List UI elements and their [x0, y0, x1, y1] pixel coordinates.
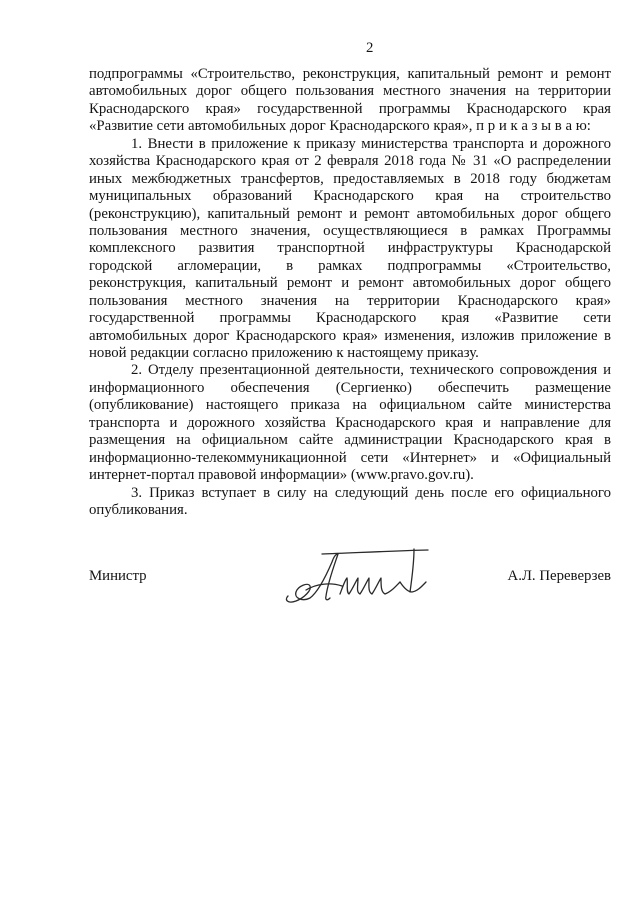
text-line: 2. Отделу презентационной деятельности, технического сопровождения и	[131, 362, 611, 379]
text-line: 3. Приказ вступает в силу на следующий день после его официального	[131, 484, 611, 501]
text-line: (опубликование) настоящего приказа на официальном сайте министерства	[89, 397, 611, 414]
paragraph-item-3	[89, 485, 611, 520]
signatory-name: А.Л. Переверзев	[507, 568, 611, 584]
handwritten-signature	[282, 546, 432, 606]
text-line: автомобильных дорог Краснодарского края» изменения, изложив приложение в	[89, 327, 611, 344]
text-line: размещения на официальном сайте администрации Краснодарского края в	[89, 432, 611, 449]
signature-stroke	[322, 550, 428, 554]
document-body	[89, 66, 611, 519]
text-line: реконструкция, капитальный ремонт и ремонт автомобильных дорог общего	[89, 275, 611, 292]
text-line: опубликования.	[89, 501, 188, 518]
text-line: (реконструкцию), капитальный ремонт и ремонт автомобильных дорог общего	[89, 205, 611, 222]
text-line: подпрограммы «Строительство, реконструкция, капитальный ремонт и ремонт	[89, 66, 611, 82]
page-number: 2	[366, 40, 374, 56]
text-line: автомобильных дорог общего пользования местного значения на территории	[89, 83, 611, 100]
text-line: государственной программы Краснодарского края «Развитие сети	[89, 310, 611, 327]
text-line: городской агломерации, в рамках подпрограммы «Строительство,	[89, 257, 611, 274]
text-line: информационного обеспечения (Сергиенко) обеспечить размещение	[89, 379, 611, 396]
paragraph-item-1	[89, 136, 611, 363]
text-line: муниципальных образований Краснодарского края на строительство	[89, 188, 611, 205]
text-line: новой редакции согласно приложению к настоящему приказу.	[89, 345, 479, 361]
paragraph-preamble	[89, 66, 611, 136]
text-line: транспорта и дорожного хозяйства Краснодарского края и направление для	[89, 414, 611, 431]
text-line: интернет-портал правовой информации» (www.pravo.gov.ru).	[89, 467, 474, 484]
text-line: пользования местного значения, осуществляющиеся в рамках Программы	[89, 222, 611, 239]
text-line: пользования местного значения на территории Краснодарского края»	[89, 292, 611, 309]
text-line: Краснодарского края» государственной программы Краснодарского края	[89, 100, 611, 117]
text-line: иных межбюджетных трансфертов, предоставляемых в 2018 году бюджетам	[89, 170, 611, 187]
signature-stroke	[400, 582, 426, 592]
signature-stroke	[410, 549, 414, 592]
paragraph-item-2	[89, 362, 611, 484]
signature-stroke	[340, 578, 400, 594]
text-line: хозяйства Краснодарского края от 2 февраля 2018 года № 31 «О распределении	[89, 153, 611, 170]
text-line: информационно-телекоммуникационной сети «Интернет» и «Официальный	[89, 449, 611, 466]
text-line: комплексного развития транспортной инфраструктуры Краснодарской	[89, 240, 611, 257]
signatory-position: Министр	[89, 568, 147, 584]
signature-stroke	[306, 584, 342, 590]
text-line: 1. Внести в приложение к приказу министерства транспорта и дорожного	[131, 135, 611, 152]
text-line: «Развитие сети автомобильных дорог Краснодарского края», п р и к а з ы в а ю:	[89, 118, 591, 135]
